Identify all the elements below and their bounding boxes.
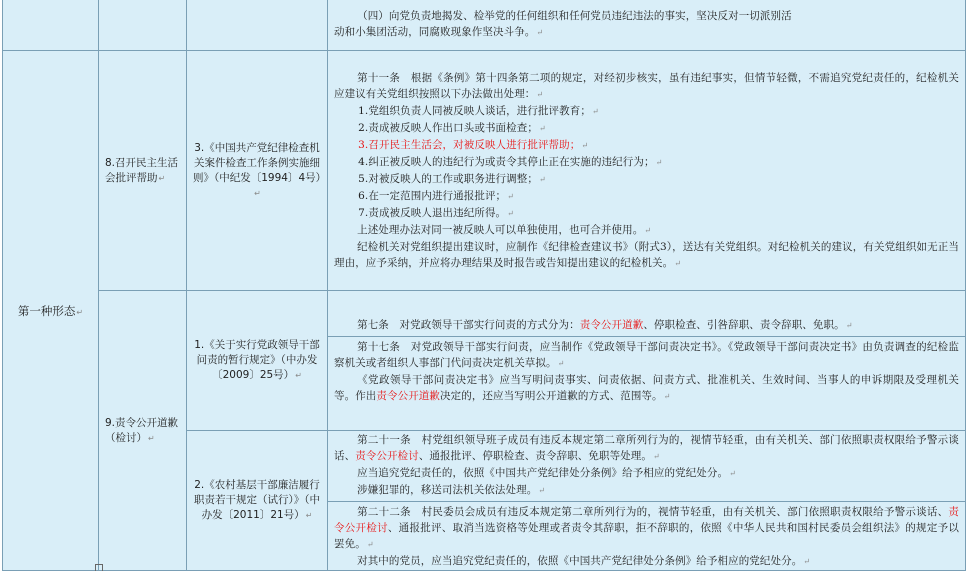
note-text: 上述处理办法对同一被反映人可以单独使用，也可合并使用。 (357, 224, 644, 236)
empty-cell (187, 0, 328, 51)
item-9-regulation-1: 1.《关于实行党政领导干部问责的暂行规定》（中办发〔2009〕25号） (194, 339, 320, 381)
paragraph-mark: ↵ (76, 307, 84, 317)
table-end-marker (95, 564, 103, 571)
article-22-text: 第二十二条 村民委员会成员有违反本规定第二章所列行为的，视情节轻重，由有关机关、部门依照职责权限给予警示谈话、 (357, 506, 949, 518)
highlighted-term: 责令公开道歉 (376, 390, 441, 402)
item-9-cell (99, 291, 187, 571)
paragraph-mark: ↵ (507, 209, 514, 218)
paragraph-mark: ↵ (845, 321, 853, 330)
note-text: 纪检机关对党组织提出建议时，应制作《纪律检查建议书》（附式3），送达有关党组织。对纪检机关的建议，有关党组织如无正当理由，应予采纳，并应将办理结果及时报告或告知提出建议的纪检机关。 (334, 241, 959, 269)
highlighted-term: 责令公开检讨 (334, 506, 959, 534)
paragraph-mark: ↵ (536, 28, 544, 37)
paragraph-mark: ↵ (536, 90, 544, 99)
party-discipline-text: 应当追究党纪责任的，依照《中国共产党纪律处分条例》给予相应的党纪处分。 (357, 467, 729, 479)
paragraph-mark: ↵ (538, 486, 546, 495)
article-17-text: 第十七条 对党政领导干部实行问责，应当制作《党政领导干部问责决定书》。《党政领导干部问责决定书》由负责调查的纪检监察机关或者组织人事部门代问责决定机关草拟。 (334, 341, 959, 369)
article-22-text-end: 、通报批评、取消当选资格等处理或者责令其辞职，拒不辞职的，依照《中华人民共和国村民委员会组织法》的规定予以罢免。 (334, 522, 959, 550)
crime-transfer-text: 涉嫌犯罪的，移送司法机关依法处理。 (357, 484, 538, 496)
paragraph-mark: ↵ (148, 433, 155, 443)
item-9-title: 9.责令公开道歉（检讨） (105, 416, 179, 444)
paragraph-mark: ↵ (295, 371, 302, 380)
list-item-highlighted: 3.召开民主生活会，对被反映人进行批评帮助； (358, 139, 581, 151)
paragraph-mark: ↵ (305, 511, 313, 520)
paragraph-mark: ↵ (591, 107, 599, 116)
paragraph-mark: ↵ (655, 158, 663, 167)
list-item: 6.在一定范围内进行通报批评； (358, 190, 507, 202)
decision-text: 《党政领导干部问责决定书》应当写明问责事实、问责依据、问责方式、批准机关、生效时间、当事人的申诉期限及受理机关等。作出 (334, 374, 959, 402)
article-21-text-end: 、通报批评、停职检查、责令辞职、免职等处理。 (418, 450, 653, 462)
article-7-text: 第七条 对党政领导干部实行问责的方式分为： (357, 319, 580, 331)
highlighted-term: 责令公开检讨 (355, 450, 419, 462)
category-label: 第一种形态 (17, 303, 76, 318)
item-9-regulation-2: 2.《农村基层干部廉洁履行职责若干规定（试行）》（中办发〔2011〕21号） (194, 479, 320, 521)
paragraph-mark: ↵ (366, 540, 374, 549)
paragraph-mark: ↵ (803, 557, 811, 566)
list-item: 7.责成被反映人退出违纪所得。 (358, 207, 507, 219)
empty-cell (99, 0, 187, 51)
table-row (3, 0, 966, 51)
empty-cell (3, 0, 99, 51)
item-9-regulation-1-cell (187, 291, 328, 431)
paragraph-mark: ↵ (729, 469, 736, 478)
list-item: 5.对被反映人的工作或职务进行调整； (358, 173, 538, 185)
item-8-cell (99, 51, 187, 291)
paragraph-mark: ↵ (663, 392, 671, 401)
paragraph-mark: ↵ (158, 173, 166, 183)
list-item: 2.责成被反映人作出口头或书面检查； (358, 122, 538, 134)
item-8-regulation-cell (187, 51, 328, 291)
paragraph-mark: ↵ (557, 359, 565, 368)
table-row (3, 51, 966, 291)
regulation-table (2, 0, 966, 571)
article-11-text: 第十一条 根据《条例》第十四条第二项的规定，对经初步核实，虽有违纪事实，但情节轻微，不需追究党纪责任的，纪检机关应建议有关党组织按照以下办法做出处理： (334, 72, 959, 100)
decision-text-end: 决定的，还应当写明公开道歉的方式、范围等。 (440, 390, 663, 402)
paragraph-mark: ↵ (538, 124, 546, 133)
duty-line: （四）向党负责地揭发、检举党的任何组织和任何党员违纪违法的事实，坚决反对一切派别活 (357, 10, 792, 22)
paragraph-mark: ↵ (644, 226, 652, 235)
paragraph-mark: ↵ (254, 188, 261, 198)
article-21-text: 第二十一条 村党组织领导班子成员有违反本规定第二章所列行为的，视情节轻重，由有关机关、部门依照职责权限给予警示谈话、 (334, 434, 959, 462)
item-9-content-1-cell (328, 291, 966, 431)
category-cell (3, 51, 99, 571)
paragraph-mark: ↵ (581, 141, 589, 150)
item-9-regulation-2-cell (187, 431, 328, 571)
highlighted-term: 责令公开道歉 (579, 319, 644, 331)
item-8-title: 8.召开民主生活会批评帮助 (105, 156, 179, 184)
list-item: 1.党组织负责人同被反映人谈话，进行批评教育； (358, 105, 591, 117)
table-row (3, 291, 966, 431)
paragraph-mark: ↵ (538, 175, 546, 184)
paragraph-mark: ↵ (674, 259, 682, 268)
item-8-content-cell (328, 51, 966, 291)
paragraph-mark: ↵ (507, 192, 514, 201)
list-item: 4.纠正被反映人的违纪行为或责令其停止正在实施的违纪行为； (358, 156, 655, 168)
duty-text-cell (328, 0, 966, 51)
paragraph-mark: ↵ (653, 452, 660, 461)
item-8-regulation: 3.《中国共产党纪律检查机关案件检查工作条例实施细则》（中纪发〔1994〕4号） (193, 141, 327, 184)
party-member-text: 对其中的党员，应当追究党纪责任的，依照《中国共产党纪律处分条例》给予相应的党纪处分。 (357, 555, 803, 567)
article-7-text-end: 、停职检查、引咎辞职、责令辞职、免职。 (643, 319, 845, 331)
duty-line: 动和小集团活动，同腐败现象作坚决斗争。 (334, 26, 536, 38)
item-9-content-2-cell (328, 431, 966, 571)
